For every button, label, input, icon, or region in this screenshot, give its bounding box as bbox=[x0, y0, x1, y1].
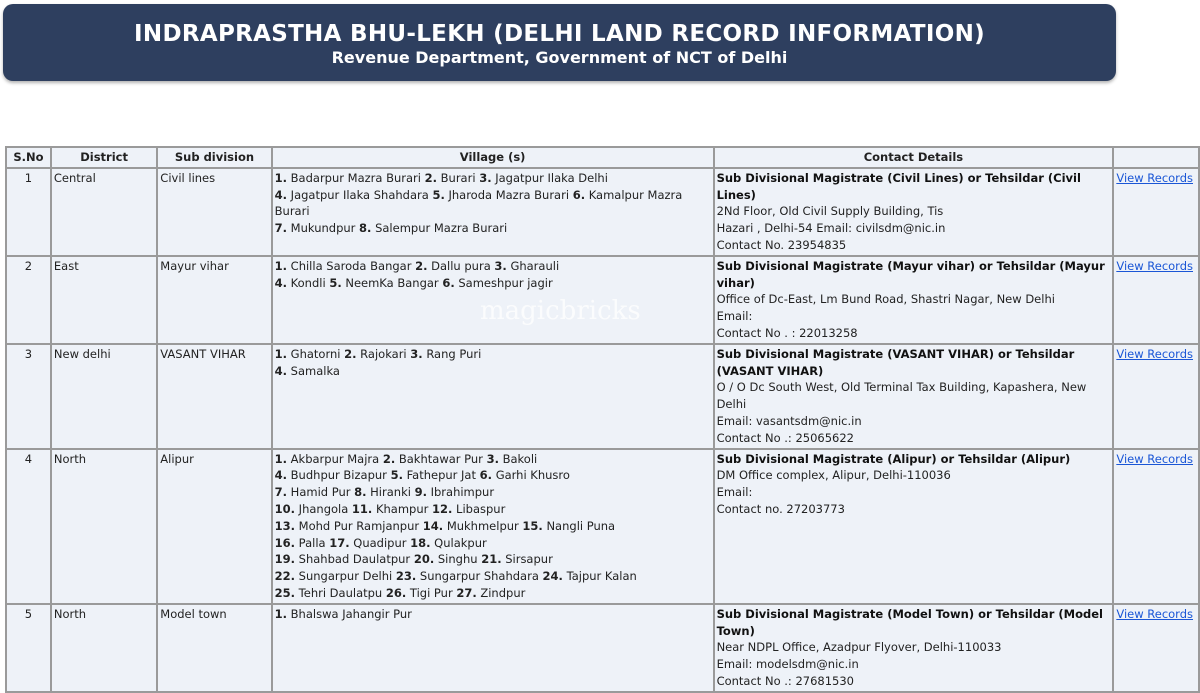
header-banner bbox=[3, 4, 1116, 81]
village-name: Jagatpur Ilaka Shahdara bbox=[290, 187, 429, 202]
village-name: Shahbad Daulatpur bbox=[298, 552, 411, 567]
cell-villages bbox=[272, 344, 714, 449]
village-name: Bakoli bbox=[502, 451, 538, 466]
village-name: Jhangola bbox=[298, 501, 349, 516]
village-number: 3. bbox=[410, 346, 423, 361]
village-number: 5. bbox=[329, 275, 342, 290]
village-number: 20. bbox=[413, 552, 435, 567]
village-number: 18. bbox=[410, 535, 431, 550]
village-line bbox=[275, 467, 711, 484]
village-number: 6. bbox=[572, 187, 586, 202]
watermark: magicbricks bbox=[480, 296, 641, 326]
village-line bbox=[275, 585, 711, 602]
village-line bbox=[275, 484, 711, 501]
village-number: 14. bbox=[422, 518, 444, 533]
village-number: 6. bbox=[442, 275, 455, 290]
cell-sno: 1 bbox=[6, 168, 51, 256]
contact-line: Contact No. 23954835 bbox=[716, 237, 847, 252]
table-row bbox=[6, 604, 1199, 692]
contact-line: Near NDPL Office, Azadpur Flyover, Delhi-110033 bbox=[716, 640, 1002, 655]
cell-district: East bbox=[51, 256, 157, 344]
village-name: Kondli bbox=[290, 275, 326, 290]
village-number: 4. bbox=[274, 187, 288, 202]
village-name: Rajokari bbox=[360, 346, 407, 361]
village-number: 9. bbox=[414, 485, 427, 500]
village-name: Hiranki bbox=[370, 485, 411, 500]
village-number: 6. bbox=[479, 468, 493, 483]
contact-title: Sub Divisional Magistrate (Alipur) or Tehsildar (Alipur) bbox=[716, 451, 1071, 466]
table-header-row bbox=[6, 147, 1199, 168]
village-number: 16. bbox=[274, 535, 296, 550]
cell-contact bbox=[714, 168, 1114, 256]
village-line bbox=[275, 170, 711, 187]
contact-title: Sub Divisional Magistrate (Model Town) or Tehsildar (Model Town) bbox=[716, 606, 1103, 638]
cell-villages bbox=[272, 256, 714, 344]
col-contact: Contact Details bbox=[714, 147, 1114, 168]
village-number: 21. bbox=[481, 552, 502, 567]
village-line bbox=[275, 606, 711, 623]
table-row bbox=[6, 449, 1199, 604]
cell-district: North bbox=[51, 449, 157, 604]
village-number: 4. bbox=[274, 468, 288, 483]
village-name: Khampur bbox=[375, 501, 429, 516]
village-name: Mukundpur bbox=[290, 221, 356, 236]
village-name: Ghatorni bbox=[290, 346, 341, 361]
contact-line: Email: vasantsdm@nic.in bbox=[716, 413, 862, 428]
village-name: Zindpur bbox=[480, 585, 526, 600]
village-number: 5. bbox=[432, 187, 445, 202]
village-number: 10. bbox=[274, 501, 296, 516]
village-name: Bhalswa Jahangir Pur bbox=[290, 606, 412, 621]
village-number: 1. bbox=[274, 451, 288, 466]
village-number: 2. bbox=[415, 258, 428, 273]
village-line bbox=[275, 220, 711, 237]
view-records-link[interactable]: View Records bbox=[1116, 606, 1193, 621]
village-name: Palla bbox=[298, 535, 326, 550]
col-district: District bbox=[51, 147, 157, 168]
village-name: Kamalpur Mazra Burari bbox=[274, 187, 683, 219]
contact-line: Email: bbox=[716, 309, 753, 324]
contact-title: Sub Divisional Magistrate (VASANT VIHAR) or Tehsildar (VASANT VIHAR) bbox=[716, 346, 1075, 378]
village-number: 8. bbox=[359, 221, 372, 236]
village-name: Samalka bbox=[290, 363, 340, 378]
village-name: Quadipur bbox=[353, 535, 407, 550]
village-name: Burari bbox=[440, 170, 476, 185]
cell-subdivision: Mayur vihar bbox=[157, 256, 271, 344]
village-number: 1. bbox=[274, 258, 288, 273]
village-number: 7. bbox=[274, 485, 288, 500]
village-number: 3. bbox=[479, 170, 492, 185]
village-number: 12. bbox=[432, 501, 453, 516]
cell-villages bbox=[272, 168, 714, 256]
cell-contact bbox=[714, 604, 1114, 692]
cell-villages bbox=[272, 449, 714, 604]
col-action bbox=[1113, 147, 1199, 168]
village-number: 27. bbox=[456, 585, 477, 600]
village-name: Jagatpur Ilaka Delhi bbox=[495, 170, 608, 185]
village-number: 8. bbox=[354, 485, 367, 500]
village-line bbox=[275, 568, 711, 585]
view-records-link[interactable]: View Records bbox=[1116, 346, 1193, 361]
cell-action bbox=[1113, 168, 1199, 256]
village-name: Garhi Khusro bbox=[495, 468, 570, 483]
land-records-table bbox=[5, 146, 1200, 693]
village-name: Qulakpur bbox=[434, 535, 487, 550]
cell-action bbox=[1113, 604, 1199, 692]
village-line bbox=[275, 518, 711, 535]
cell-sno: 3 bbox=[6, 344, 51, 449]
col-sno: S.No bbox=[6, 147, 51, 168]
village-number: 19. bbox=[274, 552, 296, 567]
village-number: 4. bbox=[274, 275, 288, 290]
village-number: 2. bbox=[424, 170, 437, 185]
col-subdivision: Sub division bbox=[157, 147, 271, 168]
village-name: Singhu bbox=[437, 552, 478, 567]
table-row bbox=[6, 344, 1199, 449]
village-number: 3. bbox=[494, 258, 507, 273]
cell-villages bbox=[272, 604, 714, 692]
village-number: 1. bbox=[274, 170, 288, 185]
village-number: 13. bbox=[274, 518, 296, 533]
village-name: Libaspur bbox=[456, 501, 506, 516]
village-number: 1. bbox=[274, 606, 288, 621]
contact-line: O / O Dc South West, Old Terminal Tax Building, Kapashera, New Delhi bbox=[716, 380, 1087, 412]
village-line bbox=[275, 346, 711, 363]
village-name: Sameshpur jagir bbox=[458, 275, 553, 290]
cell-action bbox=[1113, 344, 1199, 449]
village-name: Gharauli bbox=[510, 258, 560, 273]
village-name: Bakhtawar Pur bbox=[398, 451, 483, 466]
village-name: Budhpur Bizapur bbox=[290, 468, 387, 483]
page-title: INDRAPRASTHA BHU-LEKH (DELHI LAND RECORD INFORMATION) bbox=[134, 21, 985, 47]
village-name: Salempur Mazra Burari bbox=[375, 221, 508, 236]
cell-district: North bbox=[51, 604, 157, 692]
contact-line: Email: modelsdm@nic.in bbox=[716, 657, 859, 672]
cell-contact bbox=[714, 256, 1114, 344]
village-name: Akbarpur Majra bbox=[290, 451, 380, 466]
table-row bbox=[6, 256, 1199, 344]
cell-contact bbox=[714, 449, 1114, 604]
cell-district: Central bbox=[51, 168, 157, 256]
village-number: 2. bbox=[382, 451, 396, 466]
village-line bbox=[275, 258, 711, 275]
village-number: 24. bbox=[542, 569, 563, 584]
cell-contact bbox=[714, 344, 1114, 449]
village-number: 2. bbox=[344, 346, 357, 361]
contact-line: Email: bbox=[716, 485, 753, 500]
view-records-link[interactable]: View Records bbox=[1116, 258, 1193, 273]
village-name: NeemKa Bangar bbox=[345, 275, 439, 290]
contact-line: Contact no. 27203773 bbox=[716, 501, 845, 516]
cell-sno: 4 bbox=[6, 449, 51, 604]
village-number: 7. bbox=[274, 221, 288, 236]
view-records-link[interactable]: View Records bbox=[1116, 451, 1193, 466]
village-name: Fathepur Jat bbox=[406, 468, 476, 483]
village-name: Dallu pura bbox=[431, 258, 491, 273]
village-line bbox=[275, 535, 711, 552]
village-name: Sungarpur Shahdara bbox=[419, 569, 539, 584]
village-number: 25. bbox=[274, 585, 296, 600]
village-line bbox=[275, 501, 711, 518]
contact-line: Contact No . : 22013258 bbox=[716, 325, 858, 340]
contact-line: Hazari , Delhi-54 Email: civilsdm@nic.in bbox=[716, 221, 946, 236]
village-number: 15. bbox=[522, 518, 543, 533]
cell-action bbox=[1113, 449, 1199, 604]
cell-subdivision: Civil lines bbox=[157, 168, 271, 256]
village-name: Rang Puri bbox=[426, 346, 482, 361]
cell-sno: 5 bbox=[6, 604, 51, 692]
village-number: 26. bbox=[385, 585, 407, 600]
cell-action bbox=[1113, 256, 1199, 344]
village-number: 17. bbox=[329, 535, 350, 550]
village-line bbox=[275, 551, 711, 568]
village-name: Nangli Puna bbox=[546, 518, 616, 533]
page-subtitle: Revenue Department, Government of NCT of Delhi bbox=[331, 48, 788, 67]
village-line bbox=[275, 363, 711, 380]
village-number: 4. bbox=[274, 363, 288, 378]
village-name: Sungarpur Delhi bbox=[298, 569, 393, 584]
contact-line: Office of Dc-East, Lm Bund Road, Shastri Nagar, New Delhi bbox=[716, 292, 1055, 307]
contact-line: 2Nd Floor, Old Civil Supply Building, Tis bbox=[716, 204, 944, 219]
village-name: Tajpur Kalan bbox=[566, 569, 637, 584]
village-number: 5. bbox=[390, 468, 403, 483]
cell-subdivision: Model town bbox=[157, 604, 271, 692]
village-line bbox=[275, 275, 711, 292]
village-line bbox=[275, 451, 711, 468]
table-row bbox=[6, 168, 1199, 256]
village-name: Ibrahimpur bbox=[430, 485, 495, 500]
contact-line: Contact No .: 25065622 bbox=[716, 430, 854, 445]
village-name: Mukhmelpur bbox=[446, 518, 519, 533]
village-name: Mohd Pur Ramjanpur bbox=[298, 518, 420, 533]
contact-title: Sub Divisional Magistrate (Civil Lines) or Tehsildar (Civil Lines) bbox=[716, 170, 1081, 202]
village-number: 22. bbox=[274, 569, 296, 584]
village-line bbox=[275, 187, 711, 221]
village-name: Chilla Saroda Bangar bbox=[290, 258, 412, 273]
village-name: Sirsapur bbox=[505, 552, 553, 567]
contact-line: DM Office complex, Alipur, Delhi-110036 bbox=[716, 468, 951, 483]
village-name: Hamid Pur bbox=[290, 485, 351, 500]
cell-subdivision: Alipur bbox=[157, 449, 271, 604]
view-records-link[interactable]: View Records bbox=[1116, 170, 1193, 185]
contact-title: Sub Divisional Magistrate (Mayur vihar) or Tehsildar (Mayur vihar) bbox=[716, 258, 1105, 290]
cell-subdivision: VASANT VIHAR bbox=[157, 344, 271, 449]
village-name: Tehri Daulatpu bbox=[298, 585, 383, 600]
village-number: 3. bbox=[486, 451, 499, 466]
village-name: Jharoda Mazra Burari bbox=[448, 187, 570, 202]
village-number: 1. bbox=[274, 346, 288, 361]
village-number: 11. bbox=[351, 501, 373, 516]
col-villages: Village (s) bbox=[272, 147, 714, 168]
village-name: Tigi Pur bbox=[409, 585, 453, 600]
cell-sno: 2 bbox=[6, 256, 51, 344]
contact-line: Contact No .: 27681530 bbox=[716, 673, 854, 688]
village-number: 23. bbox=[395, 569, 417, 584]
cell-district: New delhi bbox=[51, 344, 157, 449]
village-name: Badarpur Mazra Burari bbox=[290, 170, 421, 185]
